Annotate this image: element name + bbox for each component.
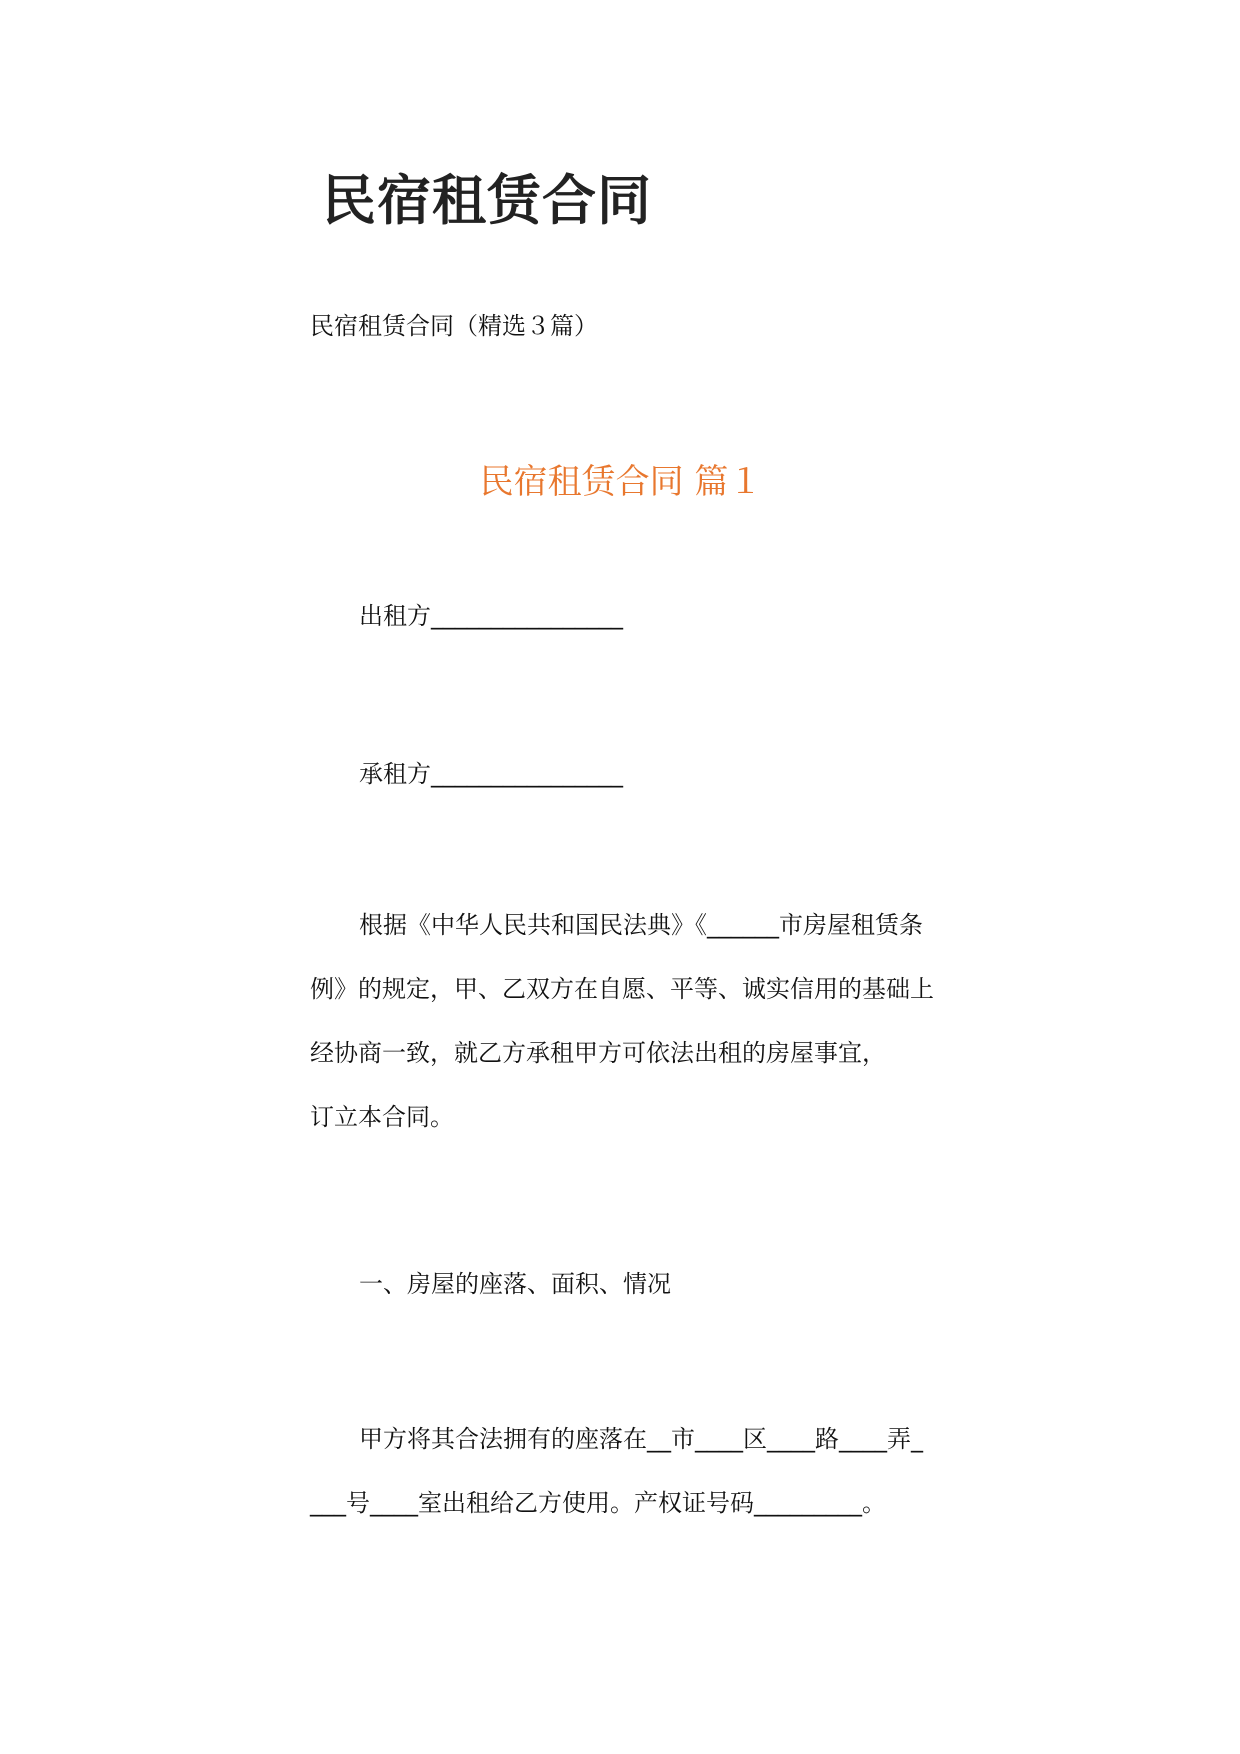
preamble-line-2: 例》的规定，甲、乙双方在自愿、平等、诚实信用的基础上 [310,975,934,1003]
section-heading: 民宿租赁合同 篇１ [479,462,763,502]
document-subtitle: 民宿租赁合同（精选３篇） [310,312,598,340]
preamble-line-1: 根据《中华人民共和国民法典》《______市房屋租赁条 [359,911,923,939]
clause-1-body [310,1407,932,1535]
document-title: 民宿租赁合同 [322,168,652,232]
lessee-line: 承租方________________ [359,760,623,788]
lessor-line: 出租方________________ [359,602,623,630]
preamble-line-4: 订立本合同。 [310,1103,454,1131]
preamble-paragraph [310,893,932,1149]
preamble-line-3: 经协商一致，就乙方承租甲方可依法出租的房屋事宜， [310,1039,886,1067]
clause-1-heading: 一、房屋的座落、面积、情况 [359,1270,671,1298]
clause-1-line-2: ___号____室出租给乙方使用。产权证号码_________。 [310,1489,886,1517]
clause-1-line-1: 甲方将其合法拥有的座落在__市____区____路____弄_ [359,1425,923,1453]
